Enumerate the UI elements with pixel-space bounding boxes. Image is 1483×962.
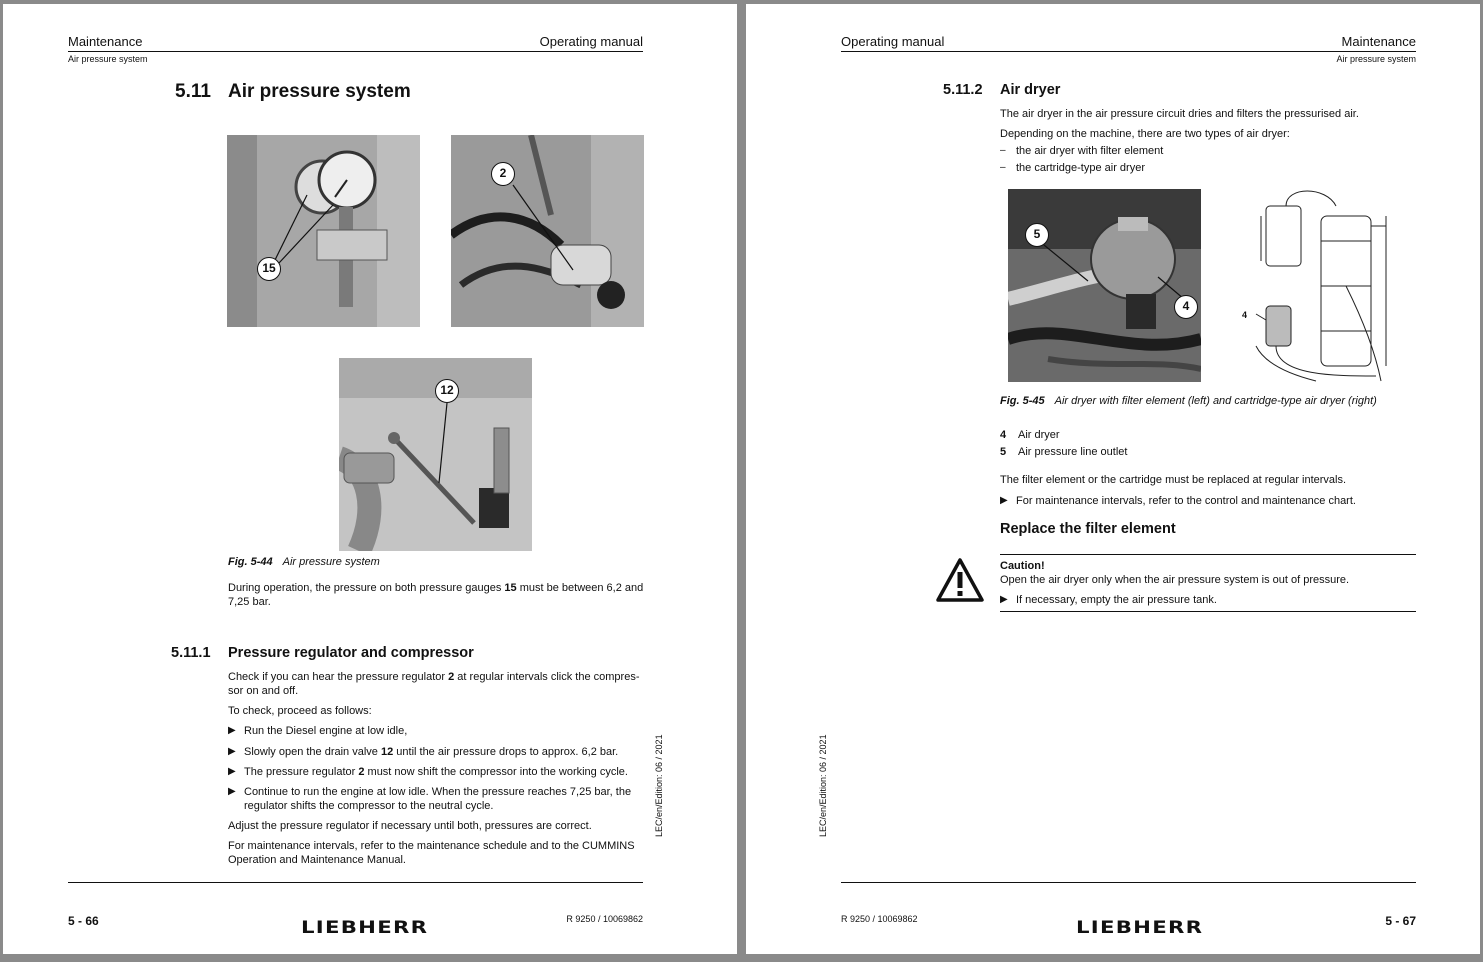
step-text: must now shift the compressor into the working cycle. [364,766,628,778]
subsection-title: Pressure regulator and compressor [228,645,474,661]
legend-number: 5 [1000,446,1007,458]
ref-2: 2 [448,671,455,683]
para-pressure-gauges [228,581,646,609]
drawing-cartridge-dryer [1236,186,1406,386]
doc-ref: R 9250 / 10069862 [841,914,918,924]
figure-caption-text: Air dryer with filter element (left) and cartridge-type air dryer (right) [1054,395,1377,407]
air-dryer-illustration [1008,189,1201,382]
header-sub: Air pressure system [68,54,148,64]
figure-caption-5-45 [1000,395,1377,407]
para-check [228,670,646,698]
type-2 [1000,161,1418,175]
text: During operation, the pressure on both pressure gauges [228,582,505,594]
type-text: the cartridge-type air dryer [1016,162,1145,174]
para-adjust: Adjust the pressure regulator if necessary until both, pressures are correct. [228,820,592,832]
photo-air-dryer-filter [1008,189,1201,382]
callout-4: 4 [1174,295,1198,319]
callout-12: 12 [435,379,459,403]
caution-bottom-rule [1000,611,1416,612]
ref-2: 2 [358,766,365,778]
legend-item-4 [1000,428,1060,442]
warning-triangle-icon [935,557,985,603]
header-rule [841,51,1416,52]
section-number: 5.11 [175,81,211,102]
text: at regular intervals click the compres-sor on and off. [228,671,640,697]
figure-number: Fig. 5-45 [1000,395,1045,407]
step-1 [228,724,646,738]
legend-text: Air pressure line outlet [1018,446,1128,458]
figure-number: Fig. 5-44 [228,556,273,568]
cartridge-dryer-illustration [1236,186,1406,386]
dash-bullet-icon: – [1000,145,1006,156]
footer-rule [68,882,643,883]
caution-step [1000,593,1418,607]
para-intro: The air dryer in the air pressure circuit dries and filters the pressurised air. [1000,108,1359,120]
arrow-bullet-icon: ▶ [228,786,236,797]
gauges-illustration [227,135,420,327]
liebherr-logo: LIEBHERR [1076,918,1204,938]
step-text: until the air pressure drops to approx. 6,2 bar. [393,746,619,758]
arrow-bullet-icon: ▶ [1000,594,1008,605]
regulator-illustration [451,135,644,327]
arrow-bullet-icon: ▶ [1000,495,1008,506]
ref-15: 15 [504,582,517,594]
dash-bullet-icon: – [1000,162,1006,173]
legend-number: 4 [1000,429,1007,441]
replace-ref [1000,494,1418,508]
right-page [746,4,1480,954]
para-types: Depending on the machine, there are two types of air dryer: [1000,128,1290,140]
left-page [3,4,737,954]
caution-title: Caution! [1000,560,1045,572]
warning-triangle-svg [935,557,985,603]
subsection-title: Air dryer [1000,82,1061,98]
step-text: Run the Diesel engine at low idle, [244,725,408,737]
callout-15: 15 [257,257,281,281]
step-text: Slowly open the drain valve [244,746,381,758]
type-text: the air dryer with filter element [1016,145,1164,157]
callout-2: 2 [491,162,515,186]
ref-text: For maintenance intervals, refer to the control and maintenance chart. [1016,495,1356,507]
step-text: Continue to run the engine at low idle. When the pressure reaches 7,25 bar, the regulator shifts the compressor to the neutral cycle. [244,786,632,812]
para-replace-note: The filter element or the cartridge must be replaced at regular intervals. [1000,474,1347,486]
ref-12: 12 [380,746,394,758]
header-left: Maintenance [68,34,143,49]
step-text: The pressure regulator [244,766,359,778]
text: Check if you can hear the pressure regulator [228,671,449,683]
section-title: Air pressure system [228,81,411,102]
figure-caption-5-44 [228,556,380,568]
caution-text: Open the air dryer only when the air pressure system is out of pressure. [1000,574,1350,586]
header-left: Operating manual [841,34,945,49]
step-4 [228,785,646,813]
text: must be between 6,2 and 7,25 bar. [228,582,644,608]
arrow-bullet-icon: ▶ [228,746,236,757]
liebherr-logo: LIEBHERR [301,918,429,938]
page-number: 5 - 66 [68,914,99,928]
callout-5: 5 [1025,223,1049,247]
figure-caption-text: Air pressure system [282,556,380,568]
legend-text: Air dryer [1018,429,1060,441]
para-to-check: To check, proceed as follows: [228,705,372,717]
step-2 [228,745,646,759]
footer-rule [841,882,1416,883]
drawing-label-4: 4 [1242,310,1248,320]
header-right: Maintenance [1341,34,1416,49]
legend-item-5 [1000,445,1127,459]
caution-top-rule [1000,554,1416,555]
page-number: 5 - 67 [1385,914,1416,928]
photo-pressure-regulator [451,135,644,327]
photo-drain-valve [339,358,532,551]
doc-ref: R 9250 / 10069862 [566,914,643,924]
heading-replace-filter: Replace the filter element [1000,521,1176,537]
step-text: If necessary, empty the air pressure tank. [1016,594,1217,606]
subsection-number: 5.11.1 [171,645,211,661]
arrow-bullet-icon: ▶ [228,766,236,777]
edition-vertical: LEC/en/Edition: 06 / 2021 [818,734,828,837]
subsection-number: 5.11.2 [943,82,983,98]
header-rule [68,51,643,52]
edition-vertical: LEC/en/Edition: 06 / 2021 [654,734,664,837]
arrow-bullet-icon: ▶ [228,725,236,736]
header-right: Operating manual [539,34,643,49]
photo-pressure-gauges [227,135,420,327]
type-1 [1000,144,1418,158]
step-3 [228,765,646,779]
header-sub: Air pressure system [1336,54,1416,64]
para-intervals: For maintenance intervals, refer to the maintenance schedule and to the CUMMINS Operation and Maintenance Manual. [228,840,635,866]
